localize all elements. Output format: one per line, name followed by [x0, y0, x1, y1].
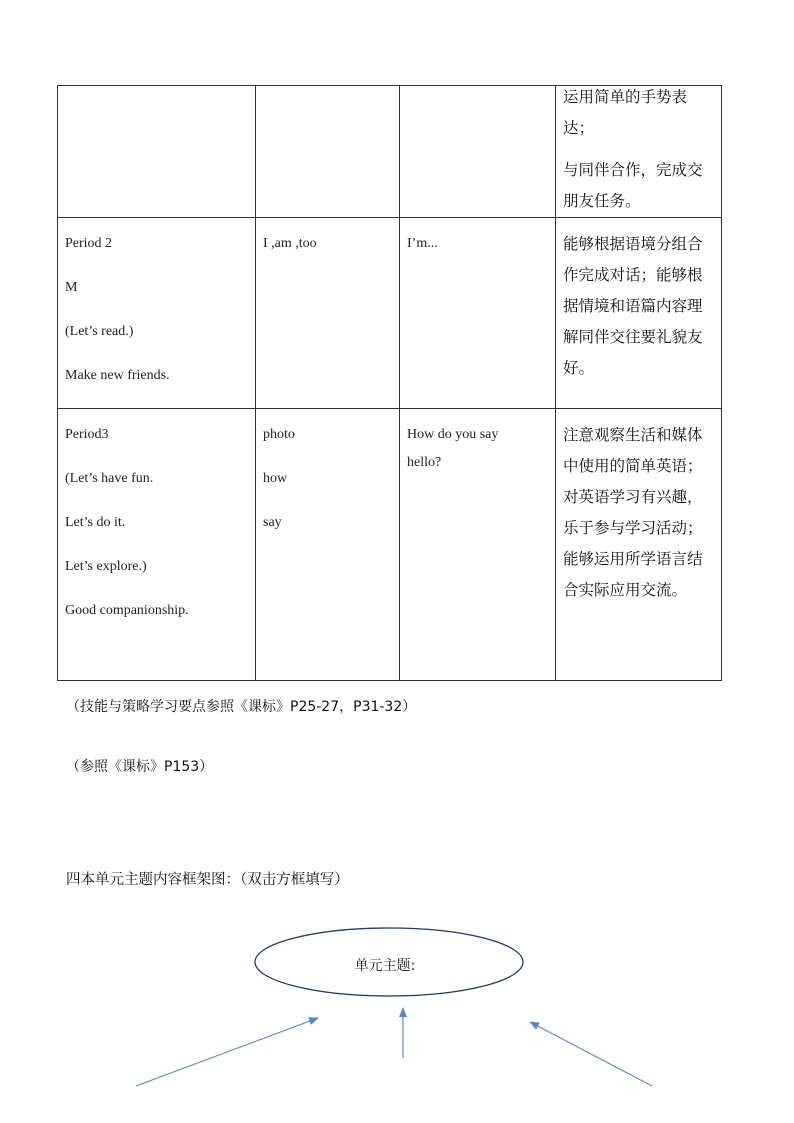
- vocabulary-line: how: [263, 471, 288, 486]
- vocabulary-cell: [256, 409, 400, 681]
- goal-line: 作完成对话；能够根: [563, 266, 703, 284]
- vocabulary-line: say: [263, 515, 282, 530]
- goals-cell: [556, 218, 722, 409]
- table-cell: [58, 86, 256, 218]
- sentence-cell: [400, 218, 556, 409]
- period-cell: [58, 218, 256, 409]
- goal-line: 对英语学习有兴趣，: [563, 488, 703, 506]
- goal-line: 乐于参与学习活动；: [563, 519, 703, 537]
- table-row: [58, 218, 722, 409]
- goal-line: 据情境和语篇内容理: [563, 297, 703, 315]
- skills-note: （技能与策略学习要点参照《课标》P25-27，P31-32）: [66, 699, 417, 715]
- goals-cell: [556, 86, 722, 218]
- goal-line: 运用简单的手势表达；: [563, 88, 688, 137]
- reference-note: （参照《课标》P153）: [66, 759, 214, 775]
- goal-line: 合实际应用交流。: [563, 581, 688, 599]
- table-row: [58, 409, 722, 681]
- sentence-line: I’m...: [407, 236, 438, 251]
- unit-theme-label: 单元主题:: [354, 958, 416, 974]
- right-arrow: [530, 1022, 652, 1086]
- theme-framework-diagram: [0, 920, 794, 1123]
- lesson-plan-table: [57, 85, 722, 681]
- period-line: (Let’s read.): [65, 324, 134, 339]
- period-line: (Let’s have fun.: [65, 471, 154, 486]
- sentence-line: hello?: [407, 455, 442, 470]
- goal-line: 解同伴交往要礼貌友: [563, 328, 703, 346]
- section-heading: 四本单元主题内容框架图：（双击方框填写）: [66, 872, 349, 888]
- vocabulary-line: I ,am ,too: [263, 236, 317, 251]
- period-line: Make new friends.: [65, 368, 170, 383]
- goal-line: 注意观察生活和媒体: [563, 426, 703, 444]
- period-line: Let’s explore.): [65, 559, 147, 574]
- sentence-line: How do you say: [407, 427, 499, 442]
- period-line: Period 2: [65, 236, 113, 251]
- goal-line: 与同伴合作，完成交: [563, 161, 703, 179]
- goals-cell: [556, 409, 722, 681]
- period-cell: [58, 409, 256, 681]
- sentence-cell: [400, 409, 556, 681]
- period-line: Good companionship.: [65, 603, 189, 618]
- left-arrow: [136, 1018, 318, 1086]
- goal-line: 好。: [563, 359, 595, 377]
- period-line: Let’s do it.: [65, 515, 126, 530]
- goal-line: 能够根据语境分组合: [563, 235, 703, 253]
- goal-line: 中使用的简单英语；: [563, 457, 703, 475]
- goal-line: 能够运用所学语言结: [563, 550, 703, 568]
- goal-line: 朋友任务。: [563, 192, 641, 210]
- table-row: [58, 86, 722, 218]
- vocabulary-cell: [256, 218, 400, 409]
- period-line: M: [65, 280, 78, 295]
- period-line: Period3: [65, 427, 109, 442]
- table-cell: [256, 86, 400, 218]
- vocabulary-line: photo: [263, 427, 295, 442]
- table-cell: [400, 86, 556, 218]
